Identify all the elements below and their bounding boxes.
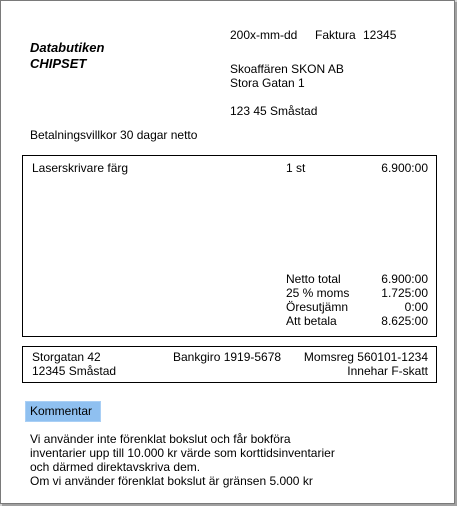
- totals-value-moms: 1.725:00: [381, 286, 428, 300]
- item-amount: 6.900:00: [381, 161, 428, 175]
- totals-label-att-betala: Att betala: [286, 314, 337, 328]
- company-name-line1: Databutiken: [30, 40, 105, 55]
- recipient-postal: 123 45 Småstad: [230, 104, 318, 118]
- item-quantity: 1 st: [286, 161, 306, 175]
- totals-value-netto: 6.900:00: [381, 272, 428, 286]
- totals-value-att-betala: 8.625:00: [381, 314, 428, 328]
- comment-text: [30, 432, 335, 488]
- comment-line: Vi använder inte förenklat bokslut och får bokföra: [30, 432, 291, 446]
- totals-value-oresutjamn: 0:00: [404, 300, 428, 314]
- item-description: Laserskrivare färg: [32, 161, 129, 175]
- invoice-label: Faktura: [315, 28, 356, 42]
- items-box: [22, 155, 437, 337]
- payment-terms: Betalningsvillkor 30 dagar netto: [30, 128, 198, 142]
- recipient-street: Stora Gatan 1: [230, 76, 305, 90]
- recipient-name: Skoaffären SKON AB: [230, 62, 344, 76]
- company-name: [30, 40, 104, 72]
- footer-box: [22, 346, 437, 383]
- totals-label-oresutjamn: Öresutjämn: [286, 300, 349, 314]
- comment-line: och därmed direktavskriva dem.: [30, 460, 201, 474]
- comment-button[interactable]: Kommentar: [25, 401, 101, 422]
- company-name-line2: CHIPSET: [30, 56, 87, 71]
- comment-line: inventarier upp till 10.000 kr värde som korttidsinventarier: [30, 446, 335, 460]
- invoice-date: 200x-mm-dd: [230, 28, 298, 42]
- footer-city: 12345 Småstad: [32, 364, 117, 378]
- footer-ftax: Innehar F-skatt: [347, 364, 428, 378]
- footer-bankgiro: Bankgiro 1919-5678: [173, 350, 282, 364]
- comment-line: Om vi använder förenklat bokslut är gränsen 5.000 kr: [30, 474, 313, 488]
- footer-vat-reg: Momsreg 560101-1234: [303, 350, 428, 364]
- invoice-number: 12345: [363, 28, 397, 42]
- totals-label-moms: 25 % moms: [286, 286, 350, 300]
- totals-label-netto: Netto total: [286, 272, 341, 286]
- footer-street: Storgatan 42: [32, 350, 101, 364]
